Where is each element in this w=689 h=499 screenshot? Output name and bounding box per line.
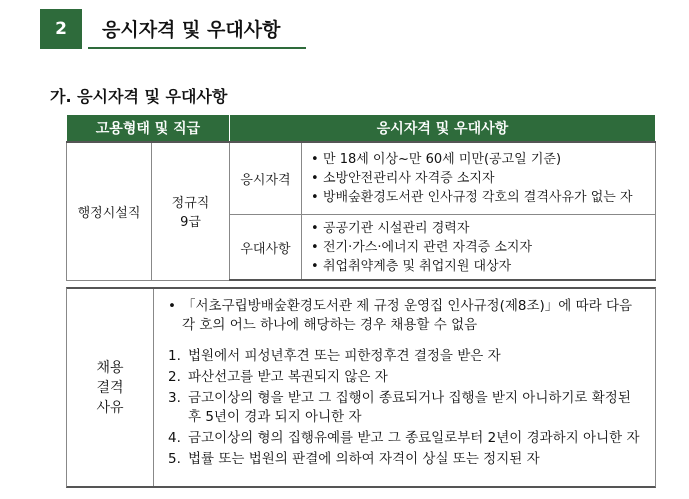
list-item: • 소방안전관리사 자격증 소지자 [323, 169, 648, 188]
list-item: • 만 18세 이상~만 60세 미만(공고일 기준) [323, 150, 648, 169]
list-item [168, 389, 647, 427]
rank-line: 정규직 [171, 196, 210, 212]
table-row [67, 142, 656, 215]
list-item: • 취업취약계층 및 취업지원 대상자 [323, 257, 648, 276]
header-employment: 고용형태 및 직급 [67, 115, 230, 142]
reason-text: 파산선고를 받고 복권되지 않은 자 [188, 369, 388, 385]
section-header [40, 9, 306, 49]
preference-label: 우대사항 [230, 215, 302, 281]
rank-cell [152, 142, 230, 280]
list-item [168, 429, 647, 448]
label-line: 채용 [96, 359, 124, 376]
reason-text: 법원에서 피성년후견 또는 피한정후견 결정을 받은 자 [188, 348, 501, 364]
reason-list [164, 347, 647, 469]
section-number: 2 [40, 9, 82, 49]
reason-number: 5. [168, 451, 181, 467]
list-item: • 방배숲환경도서관 인사규정 각호의 결격사유가 없는 자 [323, 188, 648, 207]
disqualification-box [66, 287, 656, 488]
table-header-row [67, 115, 656, 142]
section-title: 응시자격 및 우대사항 [88, 9, 306, 49]
qualification-label: 응시자격 [230, 142, 302, 215]
reason-text: 금고이상의 형의 집행유예를 받고 그 종료일로부터 2년이 경과하지 아니한 자 [188, 430, 640, 446]
reason-number: 1. [168, 348, 181, 364]
reason-text: 금고이상의 형을 받고 그 집행이 종료되거나 집행을 받지 아니하기로 확정된 후 5년이 경과 되지 아니한 자 [188, 390, 631, 425]
reason-number: 2. [168, 369, 181, 385]
label-line: 사유 [96, 399, 124, 416]
preference-items-cell [302, 215, 656, 281]
list-item [168, 368, 647, 387]
disqualification-label [67, 289, 154, 486]
disqualification-intro: • 「서초구립방배숲환경도서관 제 규정 운영집 인사규정(제8조)」에 따라 다음 각 호의 어느 하나에 해당하는 경우 채용할 수 없음 [164, 297, 647, 335]
reason-text: 법률 또는 법원의 판결에 의하여 자격이 상실 또는 정지된 자 [188, 451, 540, 467]
disqualification-content [154, 289, 655, 486]
label-line: 결격 [96, 379, 124, 396]
list-item [168, 450, 647, 469]
list-item [168, 347, 647, 366]
reason-number: 4. [168, 430, 181, 446]
employment-type-cell: 행정시설직 [67, 142, 152, 280]
rank-line: 9급 [180, 215, 201, 231]
qualification-table [66, 115, 656, 281]
list-item: • 전기·가스·에너지 관련 자격증 소지자 [323, 238, 648, 257]
subsection-title: 가. 응시자격 및 우대사항 [50, 87, 228, 106]
qualification-items-cell [302, 142, 656, 215]
list-item: • 공공기관 시설관리 경력자 [323, 219, 648, 238]
reason-number: 3. [168, 390, 181, 406]
header-qualification: 응시자격 및 우대사항 [230, 115, 656, 142]
